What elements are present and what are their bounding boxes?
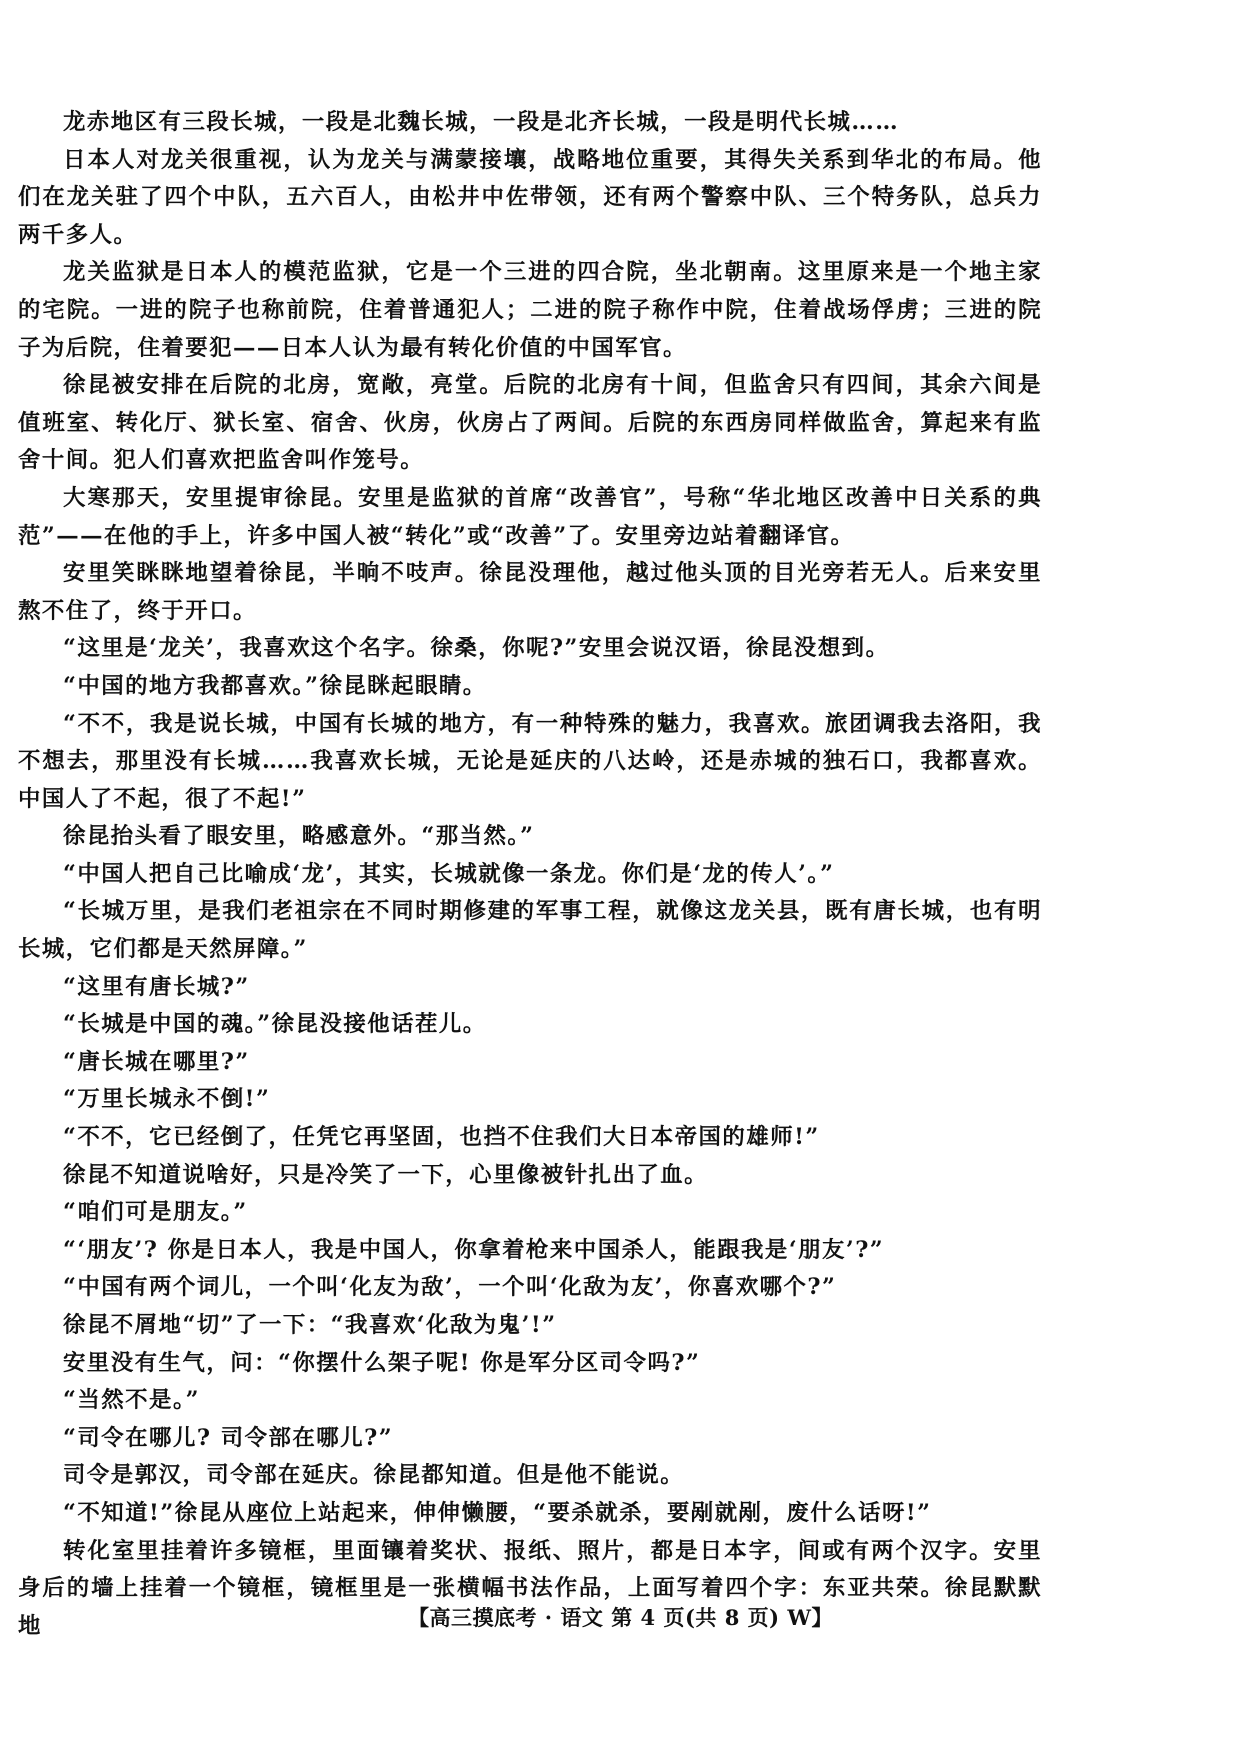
paragraph: “长城是中国的魂。”徐昆没接他话茬儿。 <box>63 1011 487 1038</box>
paragraph: “咱们可是朋友。” <box>63 1199 248 1226</box>
paragraph: “‘朋友’? 你是日本人，我是中国人，你拿着枪来中国杀人，能跟我是‘朋友’?” <box>63 1236 885 1263</box>
paragraph: “中国人把自己比喻成‘龙’，其实，长城就像一条龙。你们是‘龙的传人’。” <box>63 860 835 887</box>
paragraph: 徐昆被安排在后院的北房，宽敞，亮堂。后院的北房有十间，但监舍只有四间，其余六间是值班室、转化厅、狱长室、宿舍、伙房，伙房占了两间。后院的东西房同样做监舍，算起来有监舍十间。犯人们喜欢把监舍叫作笼号。 <box>18 372 1042 474</box>
paragraph: 龙关监狱是日本人的模范监狱，它是一个三进的四合院，坐北朝南。这里原来是一个地主家的宅院。一进的院子也称前院，住着普通犯人；二进的院子称作中院，住着战场俘虏；三进的院子为后院，住着要犯——日本人认为最有转化价值的中国军官。 <box>18 259 1042 361</box>
paragraph: “中国的地方我都喜欢。”徐昆眯起眼睛。 <box>63 672 487 699</box>
paragraph: 安里笑眯眯地望着徐昆，半晌不吱声。徐昆没理他，越过他头顶的目光旁若无人。后来安里熬不住了，终于开口。 <box>18 560 1042 624</box>
paragraph: “万里长城永不倒!” <box>63 1086 271 1113</box>
paragraph: “不不，我是说长城，中国有长城的地方，有一种特殊的魅力，我喜欢。旅团调我去洛阳，我不想去，那里没有长城……我喜欢长城，无论是延庆的八达岭，还是赤城的独石口，我都喜欢。中国人了不起，很了不起!” <box>18 710 1042 812</box>
paragraph: “司令在哪儿? 司令部在哪儿?” <box>63 1424 394 1451</box>
paragraph: “不知道!”徐昆从座位上站起来，伸伸懒腰，“要杀就杀，要剐就剐，废什么话呀!” <box>63 1499 932 1526</box>
paragraph: “不不，它已经倒了，任凭它再坚固，也挡不住我们大日本帝国的雄师!” <box>63 1124 820 1151</box>
paragraph: 徐昆不知道说啥好，只是冷笑了一下，心里像被针扎出了血。 <box>63 1161 709 1188</box>
page-footer: 【高三摸底考 · 语文 第 4 页(共 8 页) W】 <box>408 1605 833 1630</box>
paragraph: 司令是郭汉，司令部在延庆。徐昆都知道。但是他不能说。 <box>63 1462 685 1489</box>
paragraph: 龙赤地区有三段长城，一段是北魏长城，一段是北齐长城，一段是明代长城…… <box>63 109 900 135</box>
paragraph: “中国有两个词儿，一个叫‘化友为敌’，一个叫‘化敌为友’，你喜欢哪个?” <box>63 1274 837 1301</box>
paragraph: “唐长城在哪里?” <box>63 1048 250 1075</box>
paragraph: “这里有唐长城?” <box>63 973 250 1000</box>
paragraph: 大寒那天，安里提审徐昆。安里是监狱的首席“改善官”，号称“华北地区改善中日关系的典范”——在他的手上，许多中国人被“转化”或“改善”了。安里旁边站着翻译官。 <box>18 484 1042 549</box>
paragraph: 转化室里挂着许多镜框，里面镶着奖状、报纸、照片，都是日本字，间或有两个汉字。安里身后的墙上挂着一个镜框，镜框里是一张横幅书法作品，上面写着四个字：东亚共荣。徐昆默默地 <box>18 1537 1042 1639</box>
paragraph: 日本人对龙关很重视，认为龙关与满蒙接壤，战略地位重要，其得失关系到华北的布局。他们在龙关驻了四个中队，五六百人，由松井中佐带领，还有两个警察中队、三个特务队，总兵力两千多人。 <box>18 146 1042 248</box>
paragraph: 徐昆不屑地“切”了一下：“我喜欢‘化敌为鬼’!” <box>63 1312 557 1338</box>
paragraph: 安里没有生气，问：“你摆什么架子呢! 你是军分区司令吗?” <box>63 1349 701 1376</box>
document-body <box>18 104 1042 1645</box>
paragraph: “这里是‘龙关’，我喜欢这个名字。徐桑，你呢?”安里会说汉语，徐昆没想到。 <box>63 635 890 662</box>
paragraph: “当然不是。” <box>63 1387 201 1414</box>
paragraph: 徐昆抬头看了眼安里，略感意外。“那当然。” <box>63 823 535 850</box>
paragraph: “长城万里，是我们老祖宗在不同时期修建的军事工程，就像这龙关县，既有唐长城，也有明长城，它们都是天然屏障。” <box>18 898 1042 963</box>
